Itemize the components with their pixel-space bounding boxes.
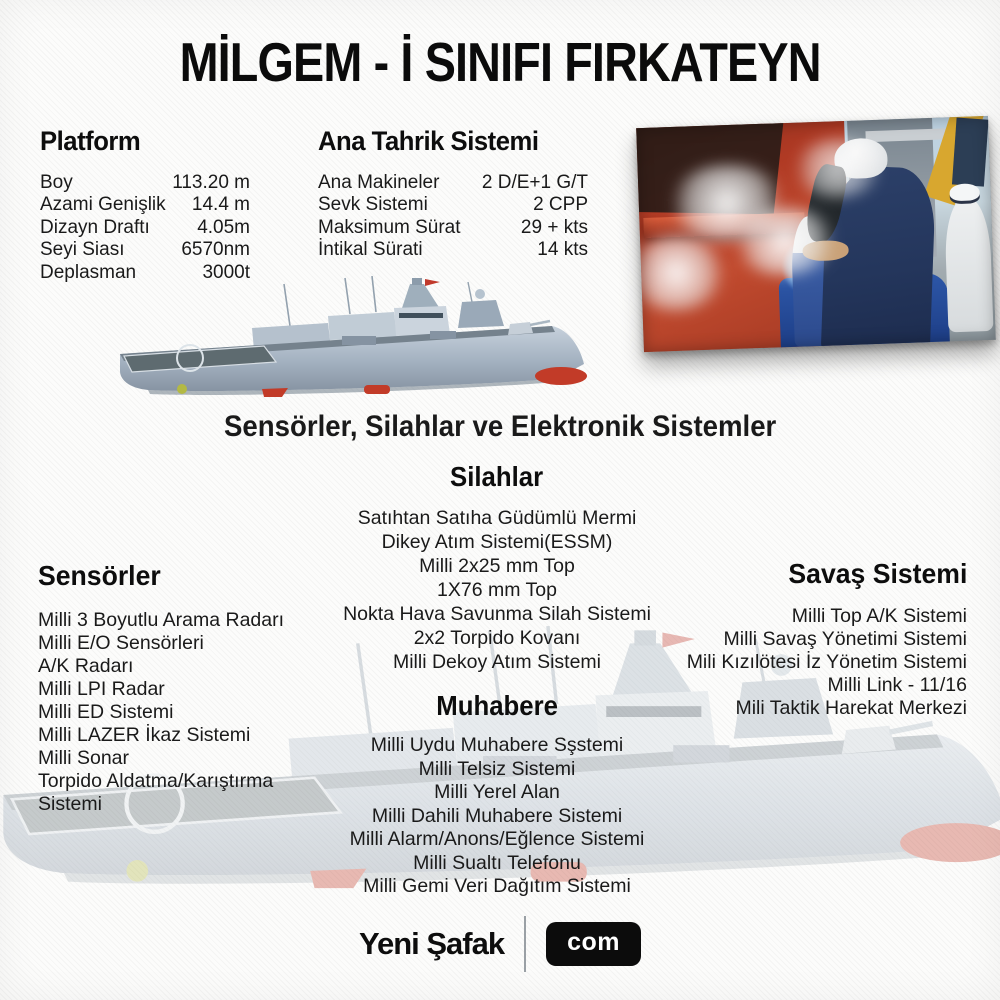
weapons-list-item: Satıhtan Satıha Güdümlü Mermi: [357, 507, 637, 529]
systems-heading: Sensörler, Silahlar ve Elektronik Sistemler: [223, 410, 777, 443]
spec-value: 14 kts: [537, 239, 588, 260]
sensors-list-item: Milli E/O Sensörleri: [38, 632, 204, 654]
spec-value: 2 D/E+1 G/T: [481, 171, 588, 193]
spec-label: Ana Makineler: [318, 171, 440, 193]
communications-heading: Muhabere: [436, 690, 558, 721]
communications-section: [250, 690, 744, 899]
spec-row: [318, 239, 588, 262]
communications-list-item: Milli Telsiz Sistemi: [418, 757, 576, 780]
spec-label: Maksimum Sürat: [318, 216, 461, 238]
sensors-list-item: Milli Sonar: [38, 747, 130, 769]
sensors-list-item: Milli LAZER İkaz Sistemi: [38, 724, 251, 746]
weapons-list-item: Nokta Hava Savunma Silah Sistemi: [343, 603, 651, 625]
spec-value: 29 + kts: [520, 216, 588, 238]
weapons-heading: Silahlar: [450, 461, 544, 492]
spec-row: [40, 172, 250, 195]
spec-value: 6570nm: [181, 239, 250, 260]
combat-systems-list-item: Milli Savaş Yönetimi Sistemi: [723, 628, 967, 650]
weapons-list-item: 1X76 mm Top: [437, 579, 557, 601]
communications-list-item: Milli Alarm/Anons/Eğlence Sistemi: [349, 828, 645, 850]
weapons-list-item: Dikey Atım Sistemi(ESSM): [381, 531, 613, 553]
combat-systems-list-item: Mili Kızılötesi İz Yönetim Sistemi: [686, 651, 967, 673]
brand-com-badge: com: [546, 922, 641, 966]
photo-vignette: [636, 116, 996, 352]
sensors-list-item: Milli LPI Radar: [38, 678, 165, 700]
spec-row: [318, 172, 588, 195]
sensors-list-item: Torpido Aldatma/Karıştırma Sistemi: [38, 770, 274, 815]
spec-label: Boy: [40, 171, 73, 193]
sensors-list-item: Milli ED Sistemi: [38, 701, 174, 723]
weapons-list-item: Milli 2x25 mm Top: [419, 555, 575, 577]
communications-list-item: Milli Yerel Alan: [434, 781, 560, 803]
spec-label: Seyi Siası: [40, 239, 125, 260]
spec-value: 14.4 m: [191, 194, 250, 215]
brand-logo-text: Yeni Şafak: [359, 926, 505, 961]
spec-label: Dizayn Draftı: [40, 216, 150, 238]
systems-heading-wrap: [0, 410, 1000, 444]
spec-value: 4.05m: [197, 216, 250, 238]
spec-value: 2 CPP: [533, 194, 588, 215]
propulsion-table: [318, 172, 588, 262]
communications-list-item: Milli Sualtı Telefonu: [413, 851, 581, 874]
page-title: MİLGEM - İ SINIFI FIRKATEYN: [179, 31, 821, 93]
spec-label: İntikal Sürati: [318, 239, 423, 260]
footer: [0, 916, 1000, 972]
spec-row: [318, 194, 588, 217]
combat-systems-list-item: Mili Taktik Harekat Merkezi: [735, 697, 967, 719]
communications-list-item: Milli Gemi Veri Dağıtım Sistemi: [363, 875, 631, 897]
sensors-list-item: Milli 3 Boyutlu Arama Radarı: [38, 609, 285, 631]
combat-systems-list-item: Milli Link - 11/16: [827, 674, 967, 696]
spec-value: 3000t: [202, 261, 250, 283]
spec-row: [318, 217, 588, 240]
footer-divider: [524, 916, 526, 972]
communications-list-item: Milli Dahili Muhabere Sistemi: [371, 804, 623, 827]
welding-ceremony-photo: [636, 116, 996, 352]
combat-systems-heading: Savaş Sistemi: [788, 558, 967, 589]
combat-systems-list-item: Milli Top A/K Sistemi: [791, 605, 967, 627]
spec-label: Azami Genişlik: [40, 194, 166, 215]
page-title-wrap: [0, 30, 1000, 94]
weapons-list-item: 2x2 Torpido Kovanı: [413, 627, 581, 649]
communications-list-item: Milli Uydu Muhabere Sşstemi: [370, 734, 624, 756]
sensors-list-item: A/K Radarı: [38, 655, 134, 677]
spec-row: [40, 194, 250, 217]
sensors-heading: Sensörler: [38, 560, 161, 591]
spec-label: Deplasman: [40, 261, 137, 283]
propulsion-heading: Ana Tahrik Sistemi: [318, 126, 539, 156]
spec-row: [40, 217, 250, 240]
spec-value: 113.20 m: [172, 171, 250, 193]
platform-table: [40, 172, 250, 285]
propulsion-section: [318, 126, 588, 262]
weapons-list-item: Milli Dekoy Atım Sistemi: [392, 651, 602, 673]
milgem-frigate-render: [112, 276, 596, 408]
platform-heading: Platform: [40, 126, 141, 156]
communications-list: [250, 734, 744, 899]
spec-label: Sevk Sistemi: [318, 194, 428, 215]
spec-row: [40, 239, 250, 262]
platform-section: [40, 126, 250, 284]
